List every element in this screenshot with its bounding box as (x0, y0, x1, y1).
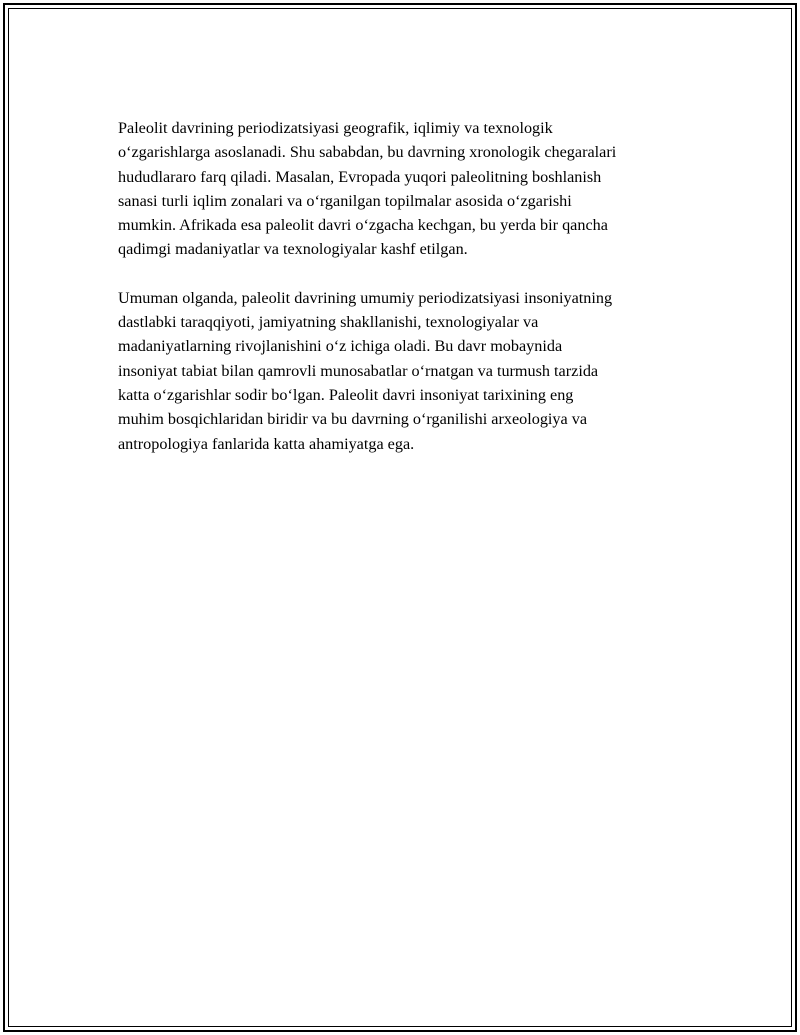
paragraph-1 (118, 116, 698, 262)
paragraph-line: muhim bosqichlaridan biridir va bu davrning o‘rganilishi arxeologiya va (118, 410, 588, 429)
paragraph-line: Paleolit davrining periodizatsiyasi geografik, iqlimiy va texnologik (118, 119, 553, 137)
paragraph-line: qadimgi madaniyatlar va texnologiyalar kashf etilgan. (118, 240, 468, 259)
paragraph-line: hududlararo farq qiladi. Masalan, Evropada yuqori paleolitning boshlanish (118, 167, 602, 186)
paragraph-line: o‘zgarishlarga asoslanadi. Shu sababdan, bu davrning xronologik chegaralari (118, 143, 617, 162)
document-body (118, 116, 698, 480)
paragraph-line: insoniyat tabiat bilan qamrovli munosabatlar o‘rnatgan va turmush tarzida (118, 361, 599, 380)
paragraph-line: dastlabki taraqqiyoti, jamiyatning shakllanishi, texnologiyalar va (118, 313, 539, 332)
paragraph-line: sanasi turli iqlim zonalari va o‘rganilgan topilmalar asosida o‘zgarishi (118, 191, 572, 210)
paragraph-line: mumkin. Afrikada esa paleolit davri o‘zgacha kechgan, bu yerda bir qancha (118, 216, 608, 235)
paragraph-line: katta o‘zgarishlar sodir bo‘lgan. Paleolit davri insoniyat tarixining eng (118, 385, 574, 404)
paragraph-line: madaniyatlarning rivojlanishini o‘z ichiga oladi. Bu davr mobaynida (118, 337, 563, 356)
paragraph-2 (118, 286, 698, 456)
paragraph-line: Umuman olganda, paleolit davrining umumiy periodizatsiyasi insoniyatning (118, 288, 613, 307)
paragraph-line: antropologiya fanlarida katta ahamiyatga ega. (118, 434, 415, 453)
